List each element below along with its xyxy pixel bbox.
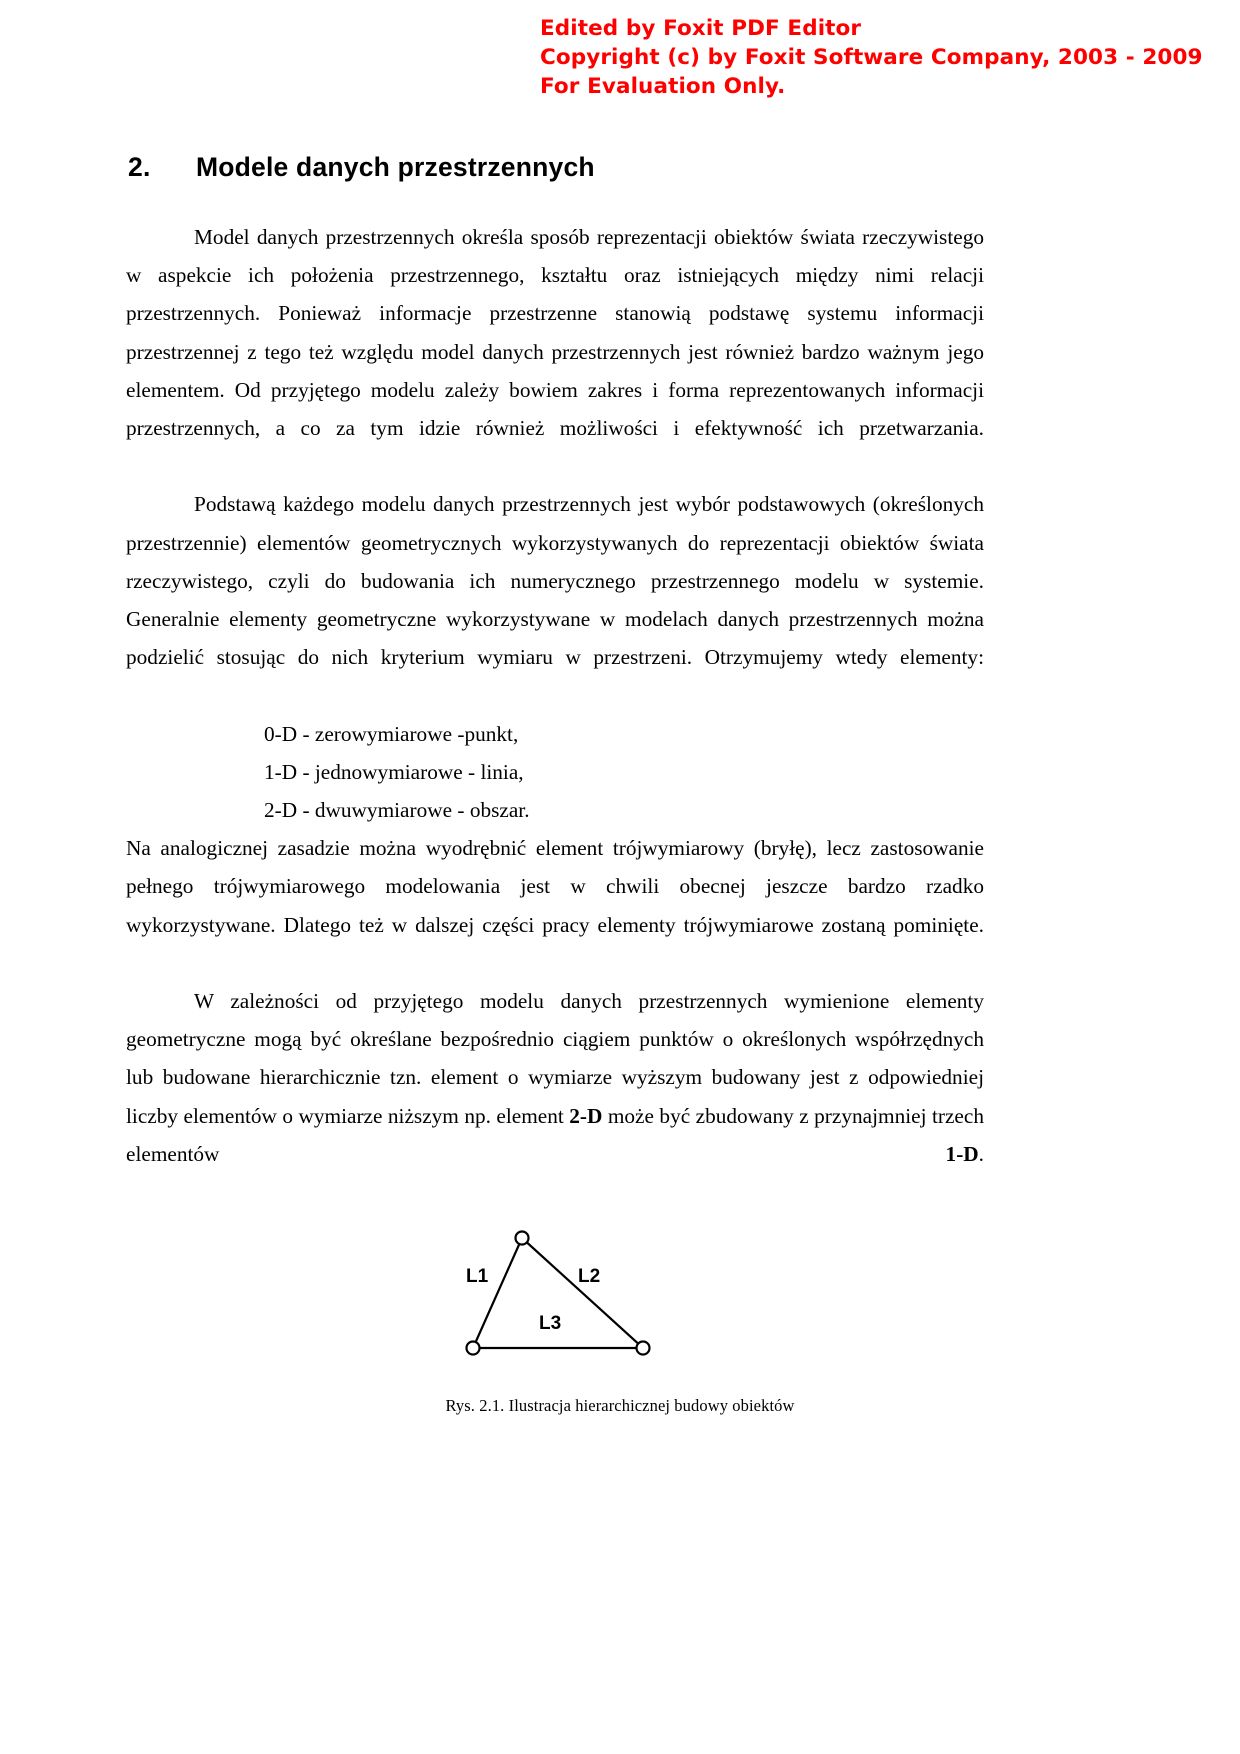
figure-canvas	[0, 1225, 1240, 1385]
foxit-watermark	[540, 14, 1203, 101]
vertex-bottom-left	[467, 1342, 480, 1355]
watermark-line-3: For Evaluation Only.	[540, 74, 786, 99]
dimension-list	[126, 715, 984, 830]
edge-l1	[473, 1238, 522, 1348]
figure-caption: Rys. 2.1. Ilustracja hierarchicznej budowy obiektów	[445, 1396, 795, 1415]
edge-label-l2: L2	[578, 1266, 601, 1287]
edge-label-l1: L1	[466, 1266, 489, 1287]
inline-bold-1d: 1-D	[945, 1141, 979, 1166]
list-item: 1-D - jednowymiarowe - linia,	[264, 759, 524, 784]
paragraph-1: Model danych przestrzennych określa sposób reprezentacji obiektów świata rzeczywistego w aspekcie ich położenia przestrzennego, kształtu oraz istniejących między nimi relacji przestrzennych. Ponieważ informacje przestrzenne stanowią podstawę systemu informacji przestrzennej z tego też względu model danych przestrzennych jest również bardzo ważnym jego elementem. Od przyjętego modelu zależy bowiem zakres i forma reprezentowanych informacji przestrzennych, a co za tym idzie również możliwości i efektywność ich przetwarzania.	[126, 225, 984, 441]
figure-triangle	[0, 1225, 1240, 1385]
paragraph-4-text-a: W zależności od przyjętego modelu danych przestrzennych wymienione elementy geometryczne mogą być określane bezpośrednio ciągiem punktów o określonych współrzędnych lub budowane hierarchicznie tzn. element o wymiarze wyższym budowany jest z odpowiedniej liczby elementów o wymiarze niższym np. element	[126, 989, 984, 1128]
list-item: 0-D - zerowymiarowe -punkt,	[264, 721, 519, 746]
document-body	[126, 218, 984, 1211]
section-number: 2.	[128, 152, 151, 182]
watermark-line-2: Copyright (c) by Foxit Software Company, 2003 - 2009	[540, 45, 1203, 70]
paragraph-2: Podstawą każdego modelu danych przestrzennych jest wybór podstawowych (określonych przestrzennie) elementów geometrycznych wykorzystywanych do reprezentacji obiektów świata rzeczywistego, czyli do budowania ich numerycznego przestrzennego modelu w systemie. Generalnie elementy geometryczne wykorzystywane w modelach danych przestrzennych można podzielić stosując do nich kryterium wymiaru w przestrzeni. Otrzymujemy wtedy elementy:	[126, 492, 984, 670]
section-title: Modele danych przestrzennych	[196, 152, 595, 182]
vertex-apex	[516, 1232, 529, 1245]
triangle-diagram-svg	[0, 1225, 1240, 1385]
paragraph-4-text-b: może być zbudowany z przynajmniej trzech elementów	[126, 1103, 984, 1166]
watermark-line-1: Edited by Foxit PDF Editor	[540, 16, 862, 41]
inline-bold-2d: 2-D	[569, 1103, 603, 1128]
section-heading	[128, 152, 595, 183]
edge-label-l3: L3	[539, 1313, 562, 1334]
list-item: 2-D - dwuwymiarowe - obszar.	[264, 798, 530, 823]
paragraph-4	[126, 982, 984, 1211]
paragraph-3: Na analogicznej zasadzie można wyodrębnić element trójwymiarowy (bryłę), lecz zastosowanie pełnego trójwymiarowego modelowania jest w chwili obecnej jeszcze bardzo rzadko wykorzystywane. Dlatego też w dalszej części pracy elementy trójwymiarowe zostaną pominięte.	[126, 836, 984, 937]
paragraph-4-text-c: .	[978, 1141, 984, 1166]
vertex-bottom-right	[637, 1342, 650, 1355]
